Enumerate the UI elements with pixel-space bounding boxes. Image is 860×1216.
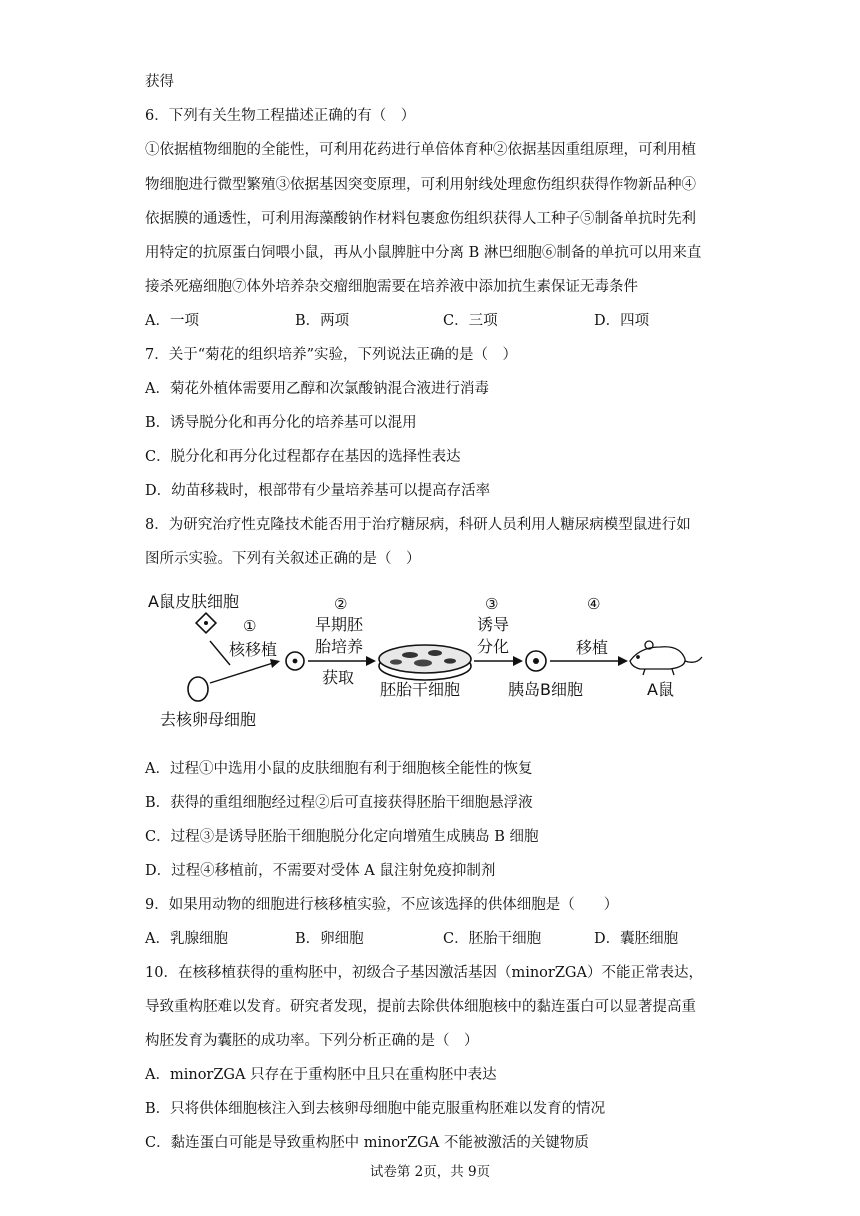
option-a[interactable]: A．菊花外植体需要用乙醇和次氯酸钠混合液进行消毒 [145,381,489,397]
skin-cell-icon [196,613,216,633]
beta-cell-label: 胰岛B细胞 [508,680,583,699]
option-b[interactable]: B．获得的重组细胞经过程②后可直接获得胚胎干细胞悬浮液 [145,795,533,811]
option-a[interactable]: A．乳腺细胞 [145,931,228,947]
arrow-line [210,663,273,683]
step-2-label: 胎培养 [315,637,364,656]
option-b[interactable]: B．卵细胞 [295,931,364,947]
step-3-number: ③ [485,595,499,613]
option-b[interactable]: B．只将供体细胞核注入到去核卵母细胞中能克服重构胚难以发育的情况 [145,1101,606,1117]
text-line: 获得 [145,74,174,90]
question-6-statement: 用特定的抗原蛋白饲喂小鼠，再从小鼠脾脏中分离 B 淋巴细胞⑥制备的单抗可以用来直 [145,245,702,261]
option-c[interactable]: C．过程③是诱导胚胎干细胞脱分化定向增殖生成胰岛 B 细胞 [145,829,539,845]
step-4-number: ④ [587,595,601,613]
question-10-stem: 导致重构胚难以发育。研究者发现，提前去除供体细胞核中的黏连蛋白可以显著提高重 [145,999,696,1015]
nucleus-icon [293,659,298,664]
option-c[interactable]: C．黏连蛋白可能是导致重构胚中 minorZGA 不能被激活的关键物质 [145,1135,589,1151]
cloning-diagram [140,585,720,735]
mouse-label: A鼠 [647,680,674,699]
skin-cell-label: A鼠皮肤细胞 [148,592,239,611]
step-2-label: 早期胚 [315,615,364,634]
question-10-stem: 构胚发育为囊胚的成功率。下列分析正确的是（ ） [145,1033,479,1049]
option-c[interactable]: C．三项 [443,313,498,329]
arrow-line [210,641,230,665]
step-1-number: ① [243,617,257,635]
question-8-stem: 8．为研究治疗性克隆技术能否用于治疗糖尿病，科研人员利用人糖尿病模型鼠进行如 [145,517,691,533]
question-6-statement: 物细胞进行微型繁殖③依据基因突变原理，可利用射线处理愈伤组织获得作物新品种④ [145,177,696,193]
option-d[interactable]: D．幼苗移栽时，根部带有少量培养基可以提高存活率 [145,483,491,499]
option-a[interactable]: A．minorZGA 只存在于重构胚中且只在重构胚中表达 [145,1067,497,1083]
esc-label: 胚胎干细胞 [380,680,461,699]
arrow-head-icon [270,659,280,668]
option-a[interactable]: A．过程①中选用小鼠的皮肤细胞有利于细胞核全能性的恢复 [145,761,533,777]
step-3-label: 诱导 [477,615,510,634]
egg-cell-icon [188,677,208,701]
page-footer: 试卷第 2页，共 9页 [369,1164,491,1180]
step-2-number: ② [334,595,348,613]
option-d[interactable]: D．四项 [594,313,650,329]
arrow-head-icon [618,656,628,666]
question-9-stem: 9．如果用动物的细胞进行核移植实验，不应该选择的供体细胞是（ ） [145,897,619,913]
option-d[interactable]: D．过程④移植前，不需要对受体 A 鼠注射免疫抑制剂 [145,863,496,879]
option-b[interactable]: B．诱导脱分化和再分化的培养基可以混用 [145,415,417,431]
question-7-stem: 7．关于“菊花的组织培养”实验，下列说法正确的是（ ） [145,347,518,363]
arrow-head-icon [513,656,523,666]
mouse-icon [630,641,702,675]
question-6-stem: 6．下列有关生物工程描述正确的有（ ） [145,108,416,124]
step-1-label: 核移植 [229,640,278,659]
step-2-label: 获取 [322,668,355,687]
question-6-statement: ①依据植物细胞的全能性，可利用花药进行单倍体育种②依据基因重组原理，可利用植 [145,142,696,158]
option-b[interactable]: B．两项 [295,313,350,329]
question-8-stem: 图所示实验。下列有关叙述正确的是（ ） [145,551,421,567]
question-10-stem: 10．在核移植获得的重构胚中，初级合子基因激活基因（minorZGA）不能正常表达， [145,965,703,981]
petri-dish-icon [379,645,471,680]
question-6-statement: 接杀死癌细胞⑦体外培养杂交瘤细胞需要在培养液中添加抗生素保证无毒条件 [145,279,638,295]
egg-cell-label: 去核卵母细胞 [160,710,257,729]
option-a[interactable]: A．一项 [145,313,199,329]
step-4-label: 移植 [576,638,609,657]
option-c[interactable]: C．脱分化和再分化过程都存在基因的选择性表达 [145,449,461,465]
option-d[interactable]: D．囊胚细胞 [594,931,679,947]
option-c[interactable]: C．胚胎干细胞 [443,931,542,947]
step-3-label: 分化 [477,637,510,656]
arrow-head-icon [366,656,376,666]
nucleus-icon [533,658,539,664]
question-6-statement: 依据膜的通透性，可利用海藻酸钠作材料包裹愈伤组织获得人工种子⑤制备单抗时先利 [145,211,696,227]
